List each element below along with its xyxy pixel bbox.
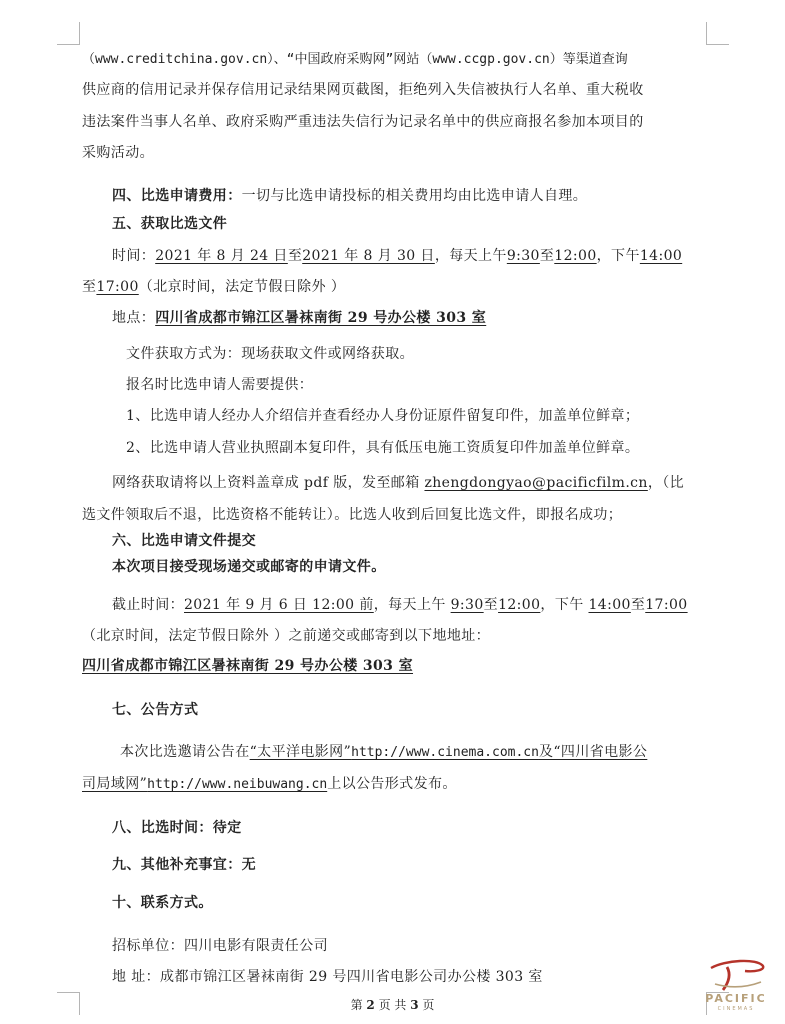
section-9-heading: 九、其他补充事宜：无 <box>112 857 256 873</box>
announcement-line-cont <box>82 774 457 795</box>
location-line <box>112 308 486 328</box>
line-text: 一切与比选申请投标的相关费用均由比选申请人自理。 <box>241 188 588 204</box>
line-text: 2、比选申请人营业执照副本复印件，具有低压电施工资质复印件加盖单位鲜章。 <box>126 440 640 456</box>
body-line <box>82 49 628 70</box>
submission-note: 本次项目接受现场递交或邮寄的申请文件。 <box>112 559 386 575</box>
body-line <box>82 505 622 525</box>
footer-text: 页 共 <box>374 998 411 1012</box>
time-note: （北京时间，法定节假日除外 ） <box>138 279 346 295</box>
line-text: 及“四川省电影公 <box>538 744 648 760</box>
announcement-line <box>120 742 647 763</box>
line-text: 违法案件当事人名单、政府采购严重违法失信行为记录名单中的供应商报名参加本项目的 <box>82 114 644 130</box>
location-address: 四川省成都市锦江区暑袜南街 29 号办公楼 303 室 <box>155 310 487 326</box>
morning-start: 9:30 <box>506 248 540 264</box>
body-line <box>126 375 313 395</box>
afternoon-label: ，下午 <box>540 597 589 613</box>
line-text: 报名时比选申请人需要提供： <box>126 377 314 393</box>
logo-wordmark: PACIFIC <box>705 992 767 1005</box>
label-location: 地点： <box>112 310 156 326</box>
footer-text: 第 <box>350 998 367 1012</box>
to-word: 至 <box>287 248 303 264</box>
line-text: 上以公告形式发布。 <box>327 776 457 792</box>
deadline-date: 2021 年 9 月 6 日 12:00 前 <box>184 597 374 613</box>
line-text: 司局域网” <box>82 776 148 792</box>
morning-label: ，每天上午 <box>434 248 507 264</box>
contact-address <box>112 967 543 987</box>
start-date: 2021 年 8 月 24 日 <box>155 248 288 264</box>
line-text: ，（比 <box>647 475 685 491</box>
address-text: 四川省成都市锦江区暑袜南街 29 号办公楼 303 室 <box>82 658 414 674</box>
afternoon-start: 14:00 <box>588 597 631 613</box>
line-text: 招标单位：四川电影有限责任公司 <box>112 938 328 954</box>
line-text: 地 址：成都市锦江区暑袜南街 29 号四川省电影公司办公楼 303 室 <box>112 969 543 985</box>
email-link[interactable]: zhengdongyao@pacificfilm.cn <box>424 475 648 491</box>
body-line <box>82 143 154 163</box>
list-item <box>126 406 639 426</box>
morning-end: 12:00 <box>498 597 541 613</box>
morning-start: 9:30 <box>450 597 484 613</box>
crop-mark-top-left <box>57 22 80 45</box>
morning-label: ，每天上午 <box>373 597 451 613</box>
time-line-cont <box>82 277 345 297</box>
to-word: 至 <box>483 597 499 613</box>
to-word: 至 <box>630 597 646 613</box>
line-text: （北京时间，法定节假日除外 ）之前递交或邮寄到以下地地址： <box>82 628 491 644</box>
body-line <box>82 80 644 100</box>
to-word: 至 <box>82 279 97 295</box>
list-item <box>126 438 639 458</box>
line-text: 选文件领取后不退，比选资格不能转让）。比选人收到后回复比选文件，即报名成功； <box>82 507 623 523</box>
line-text: 采购活动。 <box>82 145 154 161</box>
label-time: 时间： <box>112 248 156 264</box>
email-line <box>112 473 684 493</box>
section-7-heading: 七、公告方式 <box>112 702 199 718</box>
cinema-url-link[interactable]: http://www.cinema.com.cn <box>351 745 539 760</box>
time-line <box>112 246 682 266</box>
section-8-heading: 八、比选时间：待定 <box>112 820 242 836</box>
body-line <box>82 112 644 132</box>
section-10-heading: 十、联系方式。 <box>112 895 213 911</box>
label-deadline: 截止时间： <box>112 597 184 613</box>
line-text: 1、比选申请人经办人介绍信并查看经办人身份证原件留复印件，加盖单位鲜章； <box>126 408 640 424</box>
line-text: 供应商的信用记录并保存信用记录结果网页截图，拒绝列入失信被执行人名单、重大税收 <box>82 82 644 98</box>
page-total: 3 <box>410 998 419 1012</box>
footer-text: 页 <box>418 998 435 1012</box>
neibuwang-url-link[interactable]: http://www.neibuwang.cn <box>147 777 328 792</box>
afternoon-start: 14:00 <box>639 248 683 264</box>
line-text: 文件获取方式为：现场获取文件或网络获取。 <box>126 346 414 362</box>
contact-unit <box>112 936 328 956</box>
section-heading: 四、比选申请费用： <box>112 188 242 204</box>
pacific-cinemas-logo <box>693 958 779 1020</box>
afternoon-label: ，下午 <box>596 248 640 264</box>
body-line <box>82 626 490 646</box>
end-date: 2021 年 8 月 30 日 <box>302 248 435 264</box>
body-line <box>126 344 414 364</box>
to-word: 至 <box>539 248 555 264</box>
morning-end: 12:00 <box>554 248 597 264</box>
afternoon-end: 17:00 <box>645 597 688 613</box>
site-name: “太平洋电影网” <box>249 744 352 760</box>
line-text: （www.creditchina.gov.cn）、“中国政府采购网”网站（www.ccgp.gov.cn）等渠道查询 <box>82 52 628 67</box>
page-number: 2 <box>366 998 375 1012</box>
submission-address <box>82 656 413 676</box>
section-6-heading: 六、比选申请文件提交 <box>112 533 256 549</box>
section-4-fee <box>112 186 587 206</box>
section-5-heading: 五、获取比选文件 <box>112 216 228 232</box>
line-text: 本次比选邀请公告在 <box>120 744 250 760</box>
logo-swoosh-icon <box>705 958 767 992</box>
afternoon-end: 17:00 <box>96 279 139 295</box>
crop-mark-top-right <box>706 22 729 45</box>
page-footer <box>0 996 785 1013</box>
line-text: 网络获取请将以上资料盖章成 pdf 版，发至邮箱 <box>112 475 425 491</box>
logo-subtitle: CINEMAS <box>717 1006 755 1012</box>
deadline-line <box>112 595 688 615</box>
